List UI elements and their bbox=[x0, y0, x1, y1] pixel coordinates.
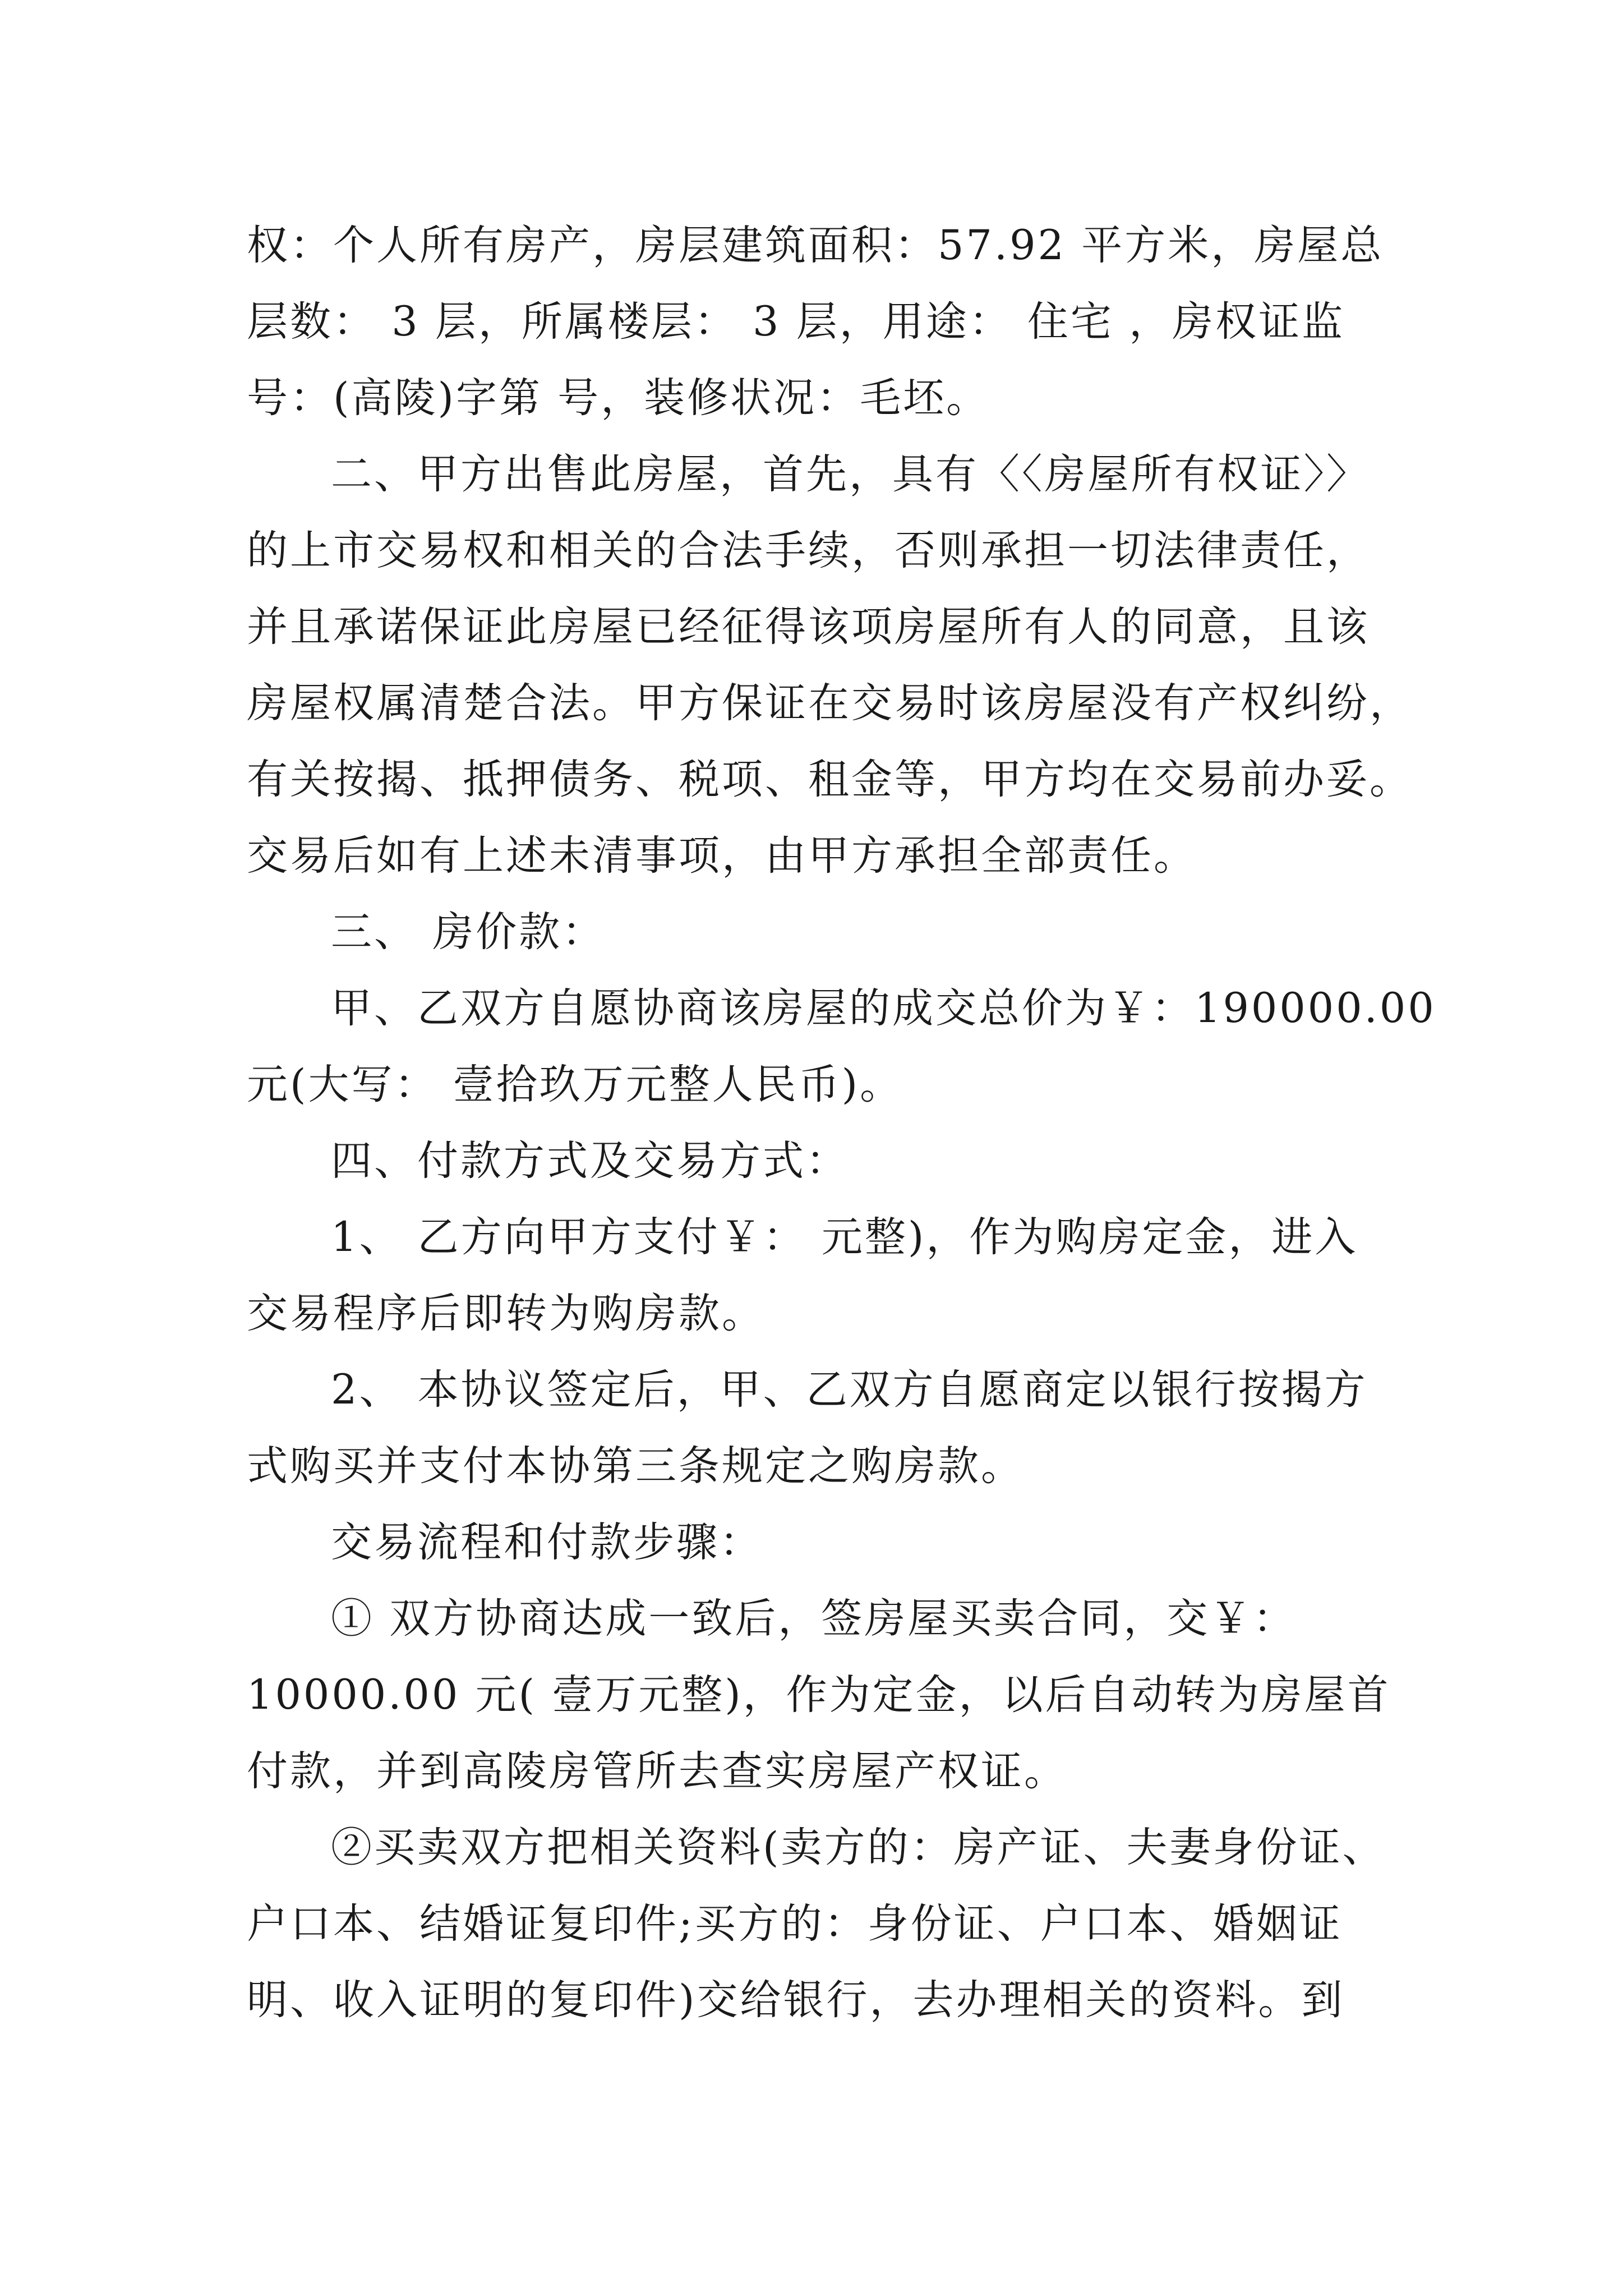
text-line: ① 双方协商达成一致后，签房屋买卖合同，交￥： bbox=[331, 1595, 1297, 1642]
text-line: 交易程序后即转为购房款。 bbox=[247, 1290, 765, 1337]
text-line: 1、 乙方向甲方支付￥： 元整)，作为购房定金，进入 bbox=[331, 1213, 1358, 1261]
text-line: 三、 房价款： bbox=[331, 908, 606, 956]
text-line: 的上市交易权和相关的合法手续，否则承担一切法律责任， bbox=[247, 527, 1370, 574]
text-line: 10000.00 元( 壹万元整)，作为定金，以后自动转为房屋首 bbox=[247, 1671, 1391, 1719]
text-line: 2、 本协议签定后，甲、乙双方自愿商定以银行按揭方 bbox=[331, 1366, 1368, 1414]
contract-body-text bbox=[247, 208, 1436, 2039]
text-line: 二、甲方出售此房屋，首先，具有〈〈房屋所有权证〉〉 bbox=[331, 450, 1370, 498]
text-line: ②买卖双方把相关资料(卖方的：房产证、夫妻身份证、 bbox=[331, 1824, 1386, 1871]
text-line: 交易流程和付款步骤： bbox=[331, 1519, 763, 1566]
text-line: 交易后如有上述未清事项，由甲方承担全部责任。 bbox=[247, 832, 1197, 880]
text-line: 甲、乙双方自愿协商该房屋的成交总价为￥：190000.00 bbox=[331, 984, 1436, 1032]
text-line: 付款，并到高陵房管所去查实房屋产权证。 bbox=[247, 1747, 1067, 1795]
text-line: 并且承诺保证此房屋已经征得该项房屋所有人的同意，且该 bbox=[247, 603, 1370, 651]
text-line: 权：个人所有房产，房层建筑面积：57.92 平方米，房屋总 bbox=[247, 222, 1384, 269]
text-line: 元(大写： 壹拾玖万元整人民币)。 bbox=[247, 1061, 903, 1108]
text-line: 式购买并支付本协第三条规定之购房款。 bbox=[247, 1442, 1024, 1490]
text-line: 明、收入证明的复印件)交给银行，去办理相关的资料。到 bbox=[247, 1976, 1345, 2024]
text-line: 号：(高陵)字第 号，装修状况：毛坯。 bbox=[247, 374, 990, 422]
text-line: 房屋权属清楚合法。甲方保证在交易时该房屋没有产权纠纷， bbox=[247, 679, 1413, 727]
text-line: 层数： 3 层，所属楼层： 3 层，用途： 住宅 ，房权证监 bbox=[247, 298, 1345, 346]
text-line: 有关按揭、抵押债务、税项、租金等，甲方均在交易前办妥。 bbox=[247, 756, 1413, 803]
text-line: 户口本、结婚证复印件;买方的：身份证、户口本、婚姻证 bbox=[247, 1900, 1343, 1948]
text-line: 四、付款方式及交易方式： bbox=[331, 1137, 849, 1185]
